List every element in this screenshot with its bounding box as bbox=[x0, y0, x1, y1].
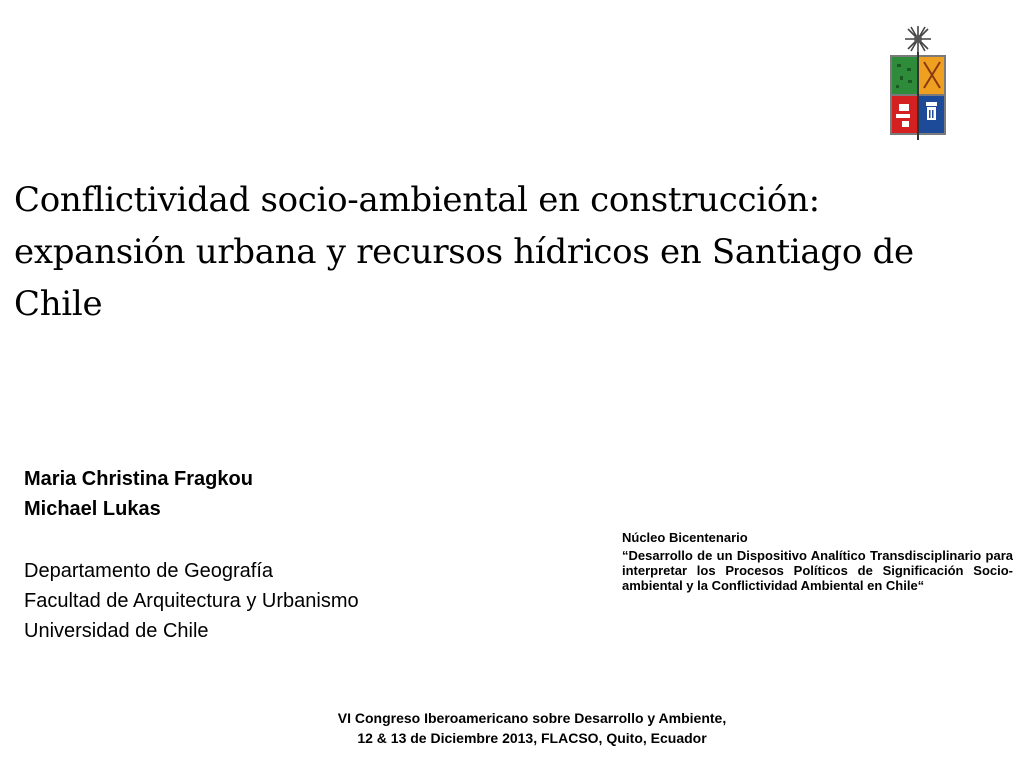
conference-footer bbox=[0, 708, 1024, 748]
author-name: Michael Lukas bbox=[24, 498, 161, 520]
author-name: Maria Christina Fragkou bbox=[24, 468, 253, 490]
title-line: Conflictividad socio-ambiental en construcción: bbox=[14, 180, 820, 220]
nucleo-description: “Desarrollo de un Dispositivo Analítico Transdisciplinario para interpretar los Procesos Políticos de Significación Socio-ambiental y la Conflictividad Ambiental en Chile“ bbox=[622, 548, 1013, 593]
university-coat-of-arms-logo bbox=[880, 22, 956, 140]
conference-line: 12 & 13 de Diciembre 2013, FLACSO, Quito, Ecuador bbox=[357, 730, 707, 746]
title-line: Chile bbox=[14, 284, 103, 324]
faculty-name: Facultad de Arquitectura y Urbanismo bbox=[24, 590, 359, 612]
authors-block bbox=[24, 464, 253, 524]
university-name: Universidad de Chile bbox=[24, 620, 209, 642]
nucleo-title: Núcleo Bicentenario bbox=[622, 530, 748, 545]
affiliation-block bbox=[24, 556, 359, 646]
title-line: expansión urbana y recursos hídricos en Santiago de bbox=[14, 232, 914, 272]
nucleo-block bbox=[622, 530, 1013, 593]
department-name: Departamento de Geografía bbox=[24, 560, 274, 582]
shield-quadrant-green bbox=[892, 57, 917, 94]
presentation-title bbox=[14, 174, 1014, 330]
conference-line: VI Congreso Iberoamericano sobre Desarrollo y Ambiente, bbox=[337, 710, 727, 726]
